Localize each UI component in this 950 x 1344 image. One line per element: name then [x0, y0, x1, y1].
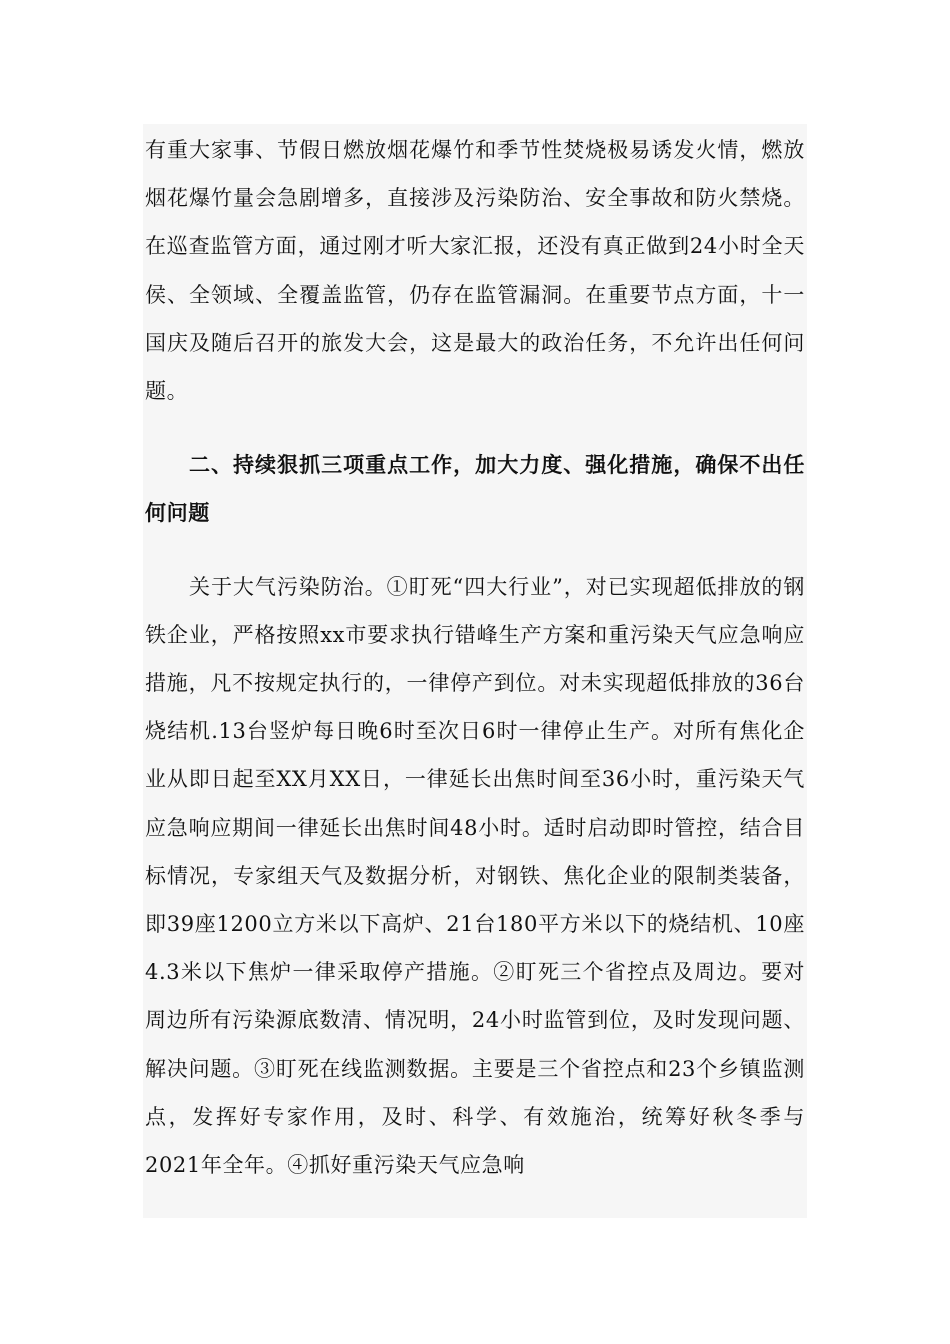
document-body [145, 124, 805, 1189]
paragraph-air-pollution: 关于大气污染防治。①盯死“四大行业”，对已实现超低排放的钢铁企业，严格按照xx市要求执行错峰生产方案和重污染天气应急响应措施，凡不按规定执行的，一律停产到位。对未实现超低排放的36台烧结机.13台竖炉每日晚6时至次日6时一律停止生产。对所有焦化企业从即日起至XX月XX日，一律延长出焦时间至36小时，重污染天气应急响应期间一律延长出焦时间48小时。适时启动即时管控，结合目标情况，专家组天气及数据分析，对钢铁、焦化企业的限制类装备，即39座1200立方米以下高炉、21台180平方米以下的烧结机、10座4.3米以下焦炉一律采取停产措施。②盯死三个省控点及周边。要对周边所有污染源底数清、情况明，24小时监管到位，及时发现问题、解决问题。③盯死在线监测数据。主要是三个省控点和23个乡镇监测点，发挥好专家作用，及时、科学、有效施治，统筹好秋冬季与2021年全年。④抓好重污染天气应急响 [145, 574, 805, 1178]
section-heading-2: 二、持续狠抓三项重点工作，加大力度、强化措施，确保不出任何问题 [145, 452, 805, 526]
paragraph-fire-safety: 有重大家事、节假日燃放烟花爆竹和季节性焚烧极易诱发火情，燃放烟花爆竹量会急剧增多，直接涉及污染防治、安全事故和防火禁烧。在巡查监管方面，通过刚才听大家汇报，还没有真正做到24小时全天侯、全领域、全覆盖监管，仍存在监管漏洞。在重要节点方面，十一国庆及随后召开的旅发大会，这是最大的政治任务，不允许出任何问题。 [145, 138, 805, 404]
